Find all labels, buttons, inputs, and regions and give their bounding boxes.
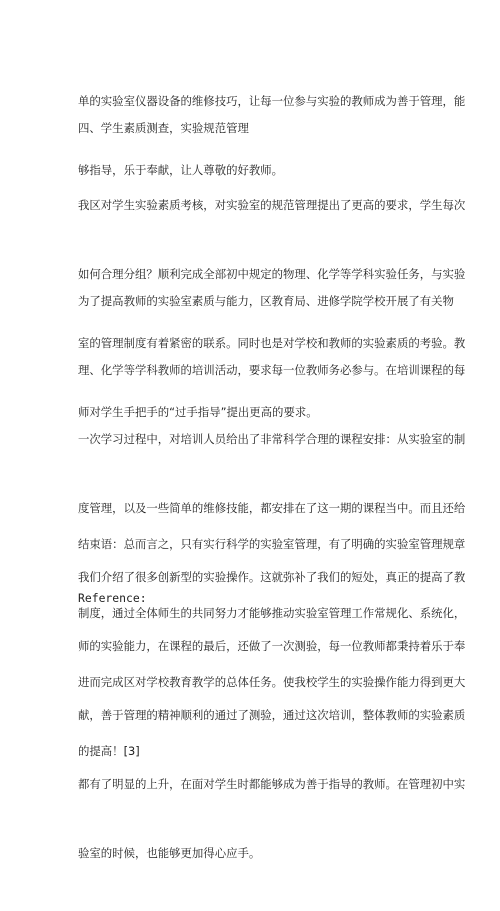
text-line: 单的实验室仪器设备的维修技巧，让每一位参与实验的教师成为善于管理，能 [78,94,466,108]
text-line: 师的实验能力，在课程的最后，还做了一次测验，每一位教师都秉持着乐于奉 [78,639,466,653]
text-line: 的提高！[3] [78,744,140,758]
text-line: 室的管理制度有着紧密的联系。同时也是对学校和教师的实验素质的考验。教 [78,336,466,350]
text-line: 如何合理分组？顺利完成全部初中规定的物理、化学等学科实验任务，与实验 [78,267,466,281]
paragraph-conclusion [78,487,466,809]
text-line: 我区对学生实验素质考核，对实验室的规范管理提出了更高的要求，学生每次 [78,198,466,212]
text-line: 一次学习过程中，对培训人员给出了非常科学合理的课程安排：从实验室的制 [78,432,466,446]
text-line: 都有了明显的上升，在面对学生时都能够成为善于指导的教师。在管理初中实 [78,777,466,791]
text-line: 理、化学等学科教师的培训活动，要求每一位教师务必参与。在培训课程的每 [78,363,466,377]
text-line: 进而完成区对学校教育教学的总体任务。使我校学生的实验操作能力得到更大 [78,675,466,689]
text-line: 验室的时候，也能够更加得心应手。 [78,846,261,860]
text-line: 为了提高教师的实验室素质与能力，区教育局、进修学院学校开展了有关物 [78,294,454,308]
text-line: 够指导，乐于奉献，让人尊敬的好教师。 [78,163,284,177]
text-line: 度管理，以及一些简单的维修技能，都安排在了这一期的课程当中。而且还给 [78,501,466,515]
text-line: 制度，通过全体师生的共同努力才能够推动实验室管理工作常规化、系统化， [78,606,466,620]
text-line: 献，善于管理的精神顺利的通过了测验，通过这次培训，整体教师的实验素质 [78,708,466,722]
section-heading: 四、学生素质测查，实验规范管理 [78,121,249,135]
reference-label: Reference: [78,591,147,605]
text-line: 结束语：总而言之，只有实行科学的实验室管理，有了明确的实验室管理规章 [78,537,466,551]
text-line: 师对学生手把手的“过手指导”提出更高的要求。 [78,405,318,419]
text-line: 我们介绍了很多创新型的实验操作。这就弥补了我们的短处，真正的提高了教 [78,570,466,584]
